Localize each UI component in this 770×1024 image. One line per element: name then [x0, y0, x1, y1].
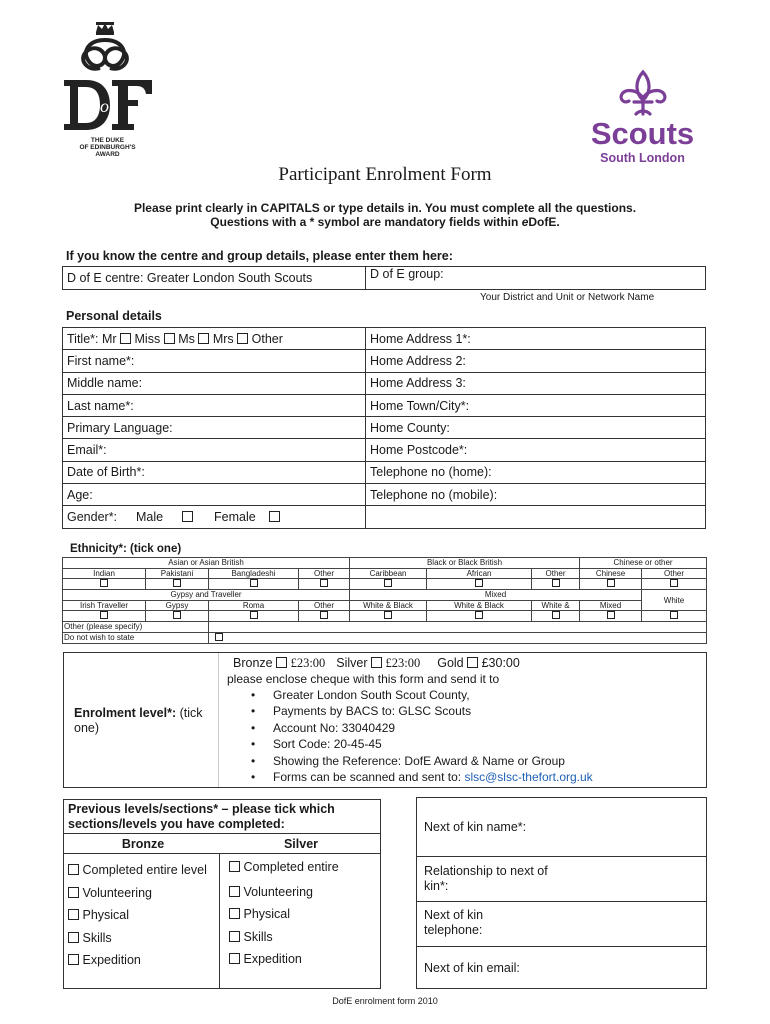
enrolment-label-suffix: (tick one) — [74, 706, 203, 735]
form-title: Participant Enrolment Form — [278, 164, 492, 185]
eth-cell — [427, 579, 532, 590]
title-mrs-label: Mrs — [212, 331, 234, 346]
kin-name-label: Next of kin name*: — [424, 820, 527, 834]
eth-caribbean-checkbox[interactable] — [384, 579, 392, 587]
bronze-price: £23:00 — [290, 656, 326, 670]
eth-chinese-other-checkbox[interactable] — [670, 579, 678, 587]
eth-group-mixed: Mixed — [350, 590, 642, 601]
eth-cell — [427, 611, 532, 622]
bullet-text: Showing the Reference: DofE Award & Name or Group — [273, 753, 565, 768]
eth-cell — [350, 579, 427, 590]
eth-chinese-checkbox[interactable] — [607, 579, 615, 587]
eth-mixed-checkbox[interactable] — [607, 611, 615, 619]
eth-gypsy-label: Gypsy — [146, 600, 209, 611]
enrolment-box — [63, 652, 707, 788]
home-address-2-field[interactable] — [366, 350, 706, 372]
silver-skills-checkbox[interactable] — [229, 931, 240, 942]
enrolment-label — [74, 706, 214, 736]
bullet-item: • Account No: 33040429 — [251, 720, 396, 735]
date-of-birth-field[interactable] — [63, 461, 366, 483]
previous-item-label: Volunteering — [243, 884, 313, 899]
instructions-line-2-post: DofE. — [528, 215, 560, 229]
footer-text: DofE enrolment form 2010 — [332, 996, 438, 1006]
first-name-label: First name*: — [67, 353, 135, 368]
previous-silver-heading: Silver — [283, 837, 319, 851]
silver-checkbox[interactable] — [371, 657, 382, 668]
previous-divider — [64, 833, 380, 834]
previous-item — [68, 904, 207, 927]
eth-no-state-cell — [209, 632, 707, 643]
previous-item — [229, 926, 339, 949]
telephone-home-field[interactable] — [366, 461, 706, 483]
personal-table — [62, 327, 706, 529]
eth-caribbean-label: Caribbean — [350, 568, 427, 579]
eth-white-and-checkbox[interactable] — [552, 611, 560, 619]
eth-cell — [299, 611, 350, 622]
kin-box — [416, 797, 707, 989]
eth-cell — [209, 611, 299, 622]
bullet-item: • Showing the Reference: DofE Award & Name or Group — [251, 753, 565, 768]
last-name-field[interactable] — [63, 394, 366, 416]
eth-black-other-label: Other — [532, 568, 580, 579]
title-ms-label: Ms — [178, 331, 195, 346]
middle-name-label: Middle name: — [67, 376, 143, 391]
kin-telephone-label: Next of kin telephone: — [424, 908, 484, 937]
gender-empty-cell — [366, 506, 706, 528]
previous-heading: Previous levels/sections* – please tick which sections/levels you have completed: — [68, 802, 335, 831]
bronze-completed-checkbox[interactable] — [68, 864, 79, 875]
personal-heading: Personal details — [66, 309, 162, 323]
email-label: Email*: — [67, 443, 107, 458]
instructions-line-2 — [0, 215, 770, 229]
home-address-1-field[interactable] — [366, 328, 706, 350]
enrolment-label-main: Enrolment level*: — [74, 706, 177, 720]
bronze-checkbox[interactable] — [276, 657, 287, 668]
telephone-mobile-label: Telephone no (mobile): — [370, 487, 498, 502]
eth-roma-checkbox[interactable] — [250, 611, 258, 619]
eth-group-black: Black or Black British — [350, 558, 580, 569]
dofe-logo — [60, 20, 155, 160]
previous-item-label: Volunteering — [82, 885, 152, 900]
eth-pakistani-label: Pakistani — [146, 568, 209, 579]
eth-no-state-checkbox[interactable] — [215, 633, 223, 641]
eth-white-black-1-checkbox[interactable] — [384, 611, 392, 619]
scouts-name: Scouts — [590, 116, 695, 151]
silver-price: £23:00 — [385, 656, 421, 670]
scouts-region: South London — [600, 151, 685, 165]
eth-white-black-1-label: White & Black — [350, 600, 427, 611]
enrolment-enclose: please enclose cheque with this form and send it to — [227, 672, 500, 686]
eth-bangladeshi-checkbox[interactable] — [250, 579, 258, 587]
eth-mixed-label: Mixed — [580, 600, 642, 611]
enrolment-bullets — [251, 687, 593, 785]
previous-item — [229, 948, 339, 971]
previous-silver-list — [229, 856, 339, 971]
gender-male-checkbox[interactable] — [182, 511, 193, 522]
silver-volunteering-checkbox[interactable] — [229, 886, 240, 897]
eth-white-black-2-label: White & Black — [427, 600, 532, 611]
title-ms-checkbox[interactable] — [198, 333, 209, 344]
first-name-field[interactable] — [63, 350, 366, 372]
bullet-item: • Sort Code: 20-45-45 — [251, 737, 382, 752]
eth-other-specify-label: Other (please specify) — [63, 622, 209, 633]
telephone-mobile-field[interactable] — [366, 484, 706, 506]
age-field[interactable] — [63, 484, 366, 506]
title-miss-checkbox[interactable] — [164, 333, 175, 344]
title-miss-label: Miss — [134, 331, 161, 346]
eth-cell — [63, 579, 146, 590]
title-field — [63, 328, 366, 350]
previous-item — [229, 903, 339, 926]
centre-label: D of E centre: Greater London South Scouts — [67, 271, 313, 285]
email-field[interactable] — [63, 439, 366, 461]
eth-gypsy-other-checkbox[interactable] — [320, 611, 328, 619]
fleur-de-lis-icon — [612, 68, 674, 118]
previous-item-label: Completed entire level — [82, 863, 207, 877]
enrolment-options — [233, 656, 520, 671]
eth-group-gypsy: Gypsy and Traveller — [63, 590, 350, 601]
home-county-field[interactable] — [366, 417, 706, 439]
home-postcode-field[interactable] — [366, 439, 706, 461]
eth-group-asian: Asian or Asian British — [63, 558, 350, 569]
eth-cell — [532, 611, 580, 622]
previous-item — [68, 859, 207, 882]
title-other-label: Other — [251, 331, 283, 346]
home-county-label: Home County: — [370, 420, 450, 435]
eth-white-label: White — [642, 590, 707, 611]
eth-african-label: African — [427, 568, 532, 579]
previous-item-label: Physical — [82, 908, 130, 922]
bronze-expedition-checkbox[interactable] — [68, 954, 79, 965]
home-address-3-label: Home Address 3: — [370, 376, 466, 391]
gender-label: Gender*: — [67, 510, 118, 525]
previous-item-label: Expedition — [82, 953, 141, 967]
eth-cell — [63, 611, 146, 622]
eth-cell — [642, 579, 707, 590]
bronze-volunteering-checkbox[interactable] — [68, 887, 79, 898]
eth-gypsy-checkbox[interactable] — [173, 611, 181, 619]
group-field[interactable] — [366, 267, 706, 290]
eth-gypsy-other-label: Other — [299, 600, 350, 611]
eth-white-checkbox[interactable] — [670, 611, 678, 619]
gender-female-label: Female — [214, 510, 256, 525]
centre-field[interactable] — [63, 267, 366, 290]
eth-cell — [350, 611, 427, 622]
eth-cell — [299, 579, 350, 590]
last-name-label: Last name*: — [67, 398, 134, 413]
ethnicity-heading: Ethnicity*: (tick one) — [70, 543, 182, 555]
home-town-label: Home Town/City*: — [370, 398, 470, 413]
kin-relationship-label: Relationship to next of kin*: — [424, 864, 548, 893]
svg-text:of: of — [100, 96, 115, 116]
eth-cell — [146, 579, 209, 590]
home-address-1-label: Home Address 1*: — [370, 331, 471, 346]
eth-cell — [209, 579, 299, 590]
gold-checkbox[interactable] — [467, 657, 478, 668]
age-label: Age: — [67, 487, 93, 502]
kin-email-label: Next of kin email: — [424, 961, 520, 975]
scouts-logo — [585, 68, 700, 168]
eth-african-checkbox[interactable] — [475, 579, 483, 587]
previous-item-label: Skills — [82, 930, 112, 945]
previous-item-label: Physical — [243, 907, 291, 921]
previous-item-label: Expedition — [243, 952, 302, 966]
eth-cell — [580, 611, 642, 622]
previous-bronze-list — [68, 859, 207, 972]
instructions-line-2-pre: Questions with a * symbol are mandatory fields within — [210, 215, 522, 229]
eth-indian-label: Indian — [63, 568, 146, 579]
telephone-home-label: Telephone no (home): — [370, 465, 492, 480]
previous-item — [68, 927, 207, 950]
instructions-line-2-e: e — [521, 215, 529, 229]
eth-cell — [642, 611, 707, 622]
eth-other-specify-field[interactable] — [209, 622, 707, 633]
eth-asian-other-label: Other — [299, 568, 350, 579]
eth-no-state-label: Do not wish to state — [63, 632, 209, 643]
eth-cell — [580, 579, 642, 590]
centre-table — [62, 266, 706, 290]
gold-price: £30:00 — [481, 656, 520, 670]
title-mr-checkbox[interactable] — [120, 333, 131, 344]
eth-chinese-other-label: Other — [642, 568, 707, 579]
instructions-line-1: Please print clearly in CAPITALS or type details in. You must complete all the questions. — [133, 201, 637, 215]
previous-item — [68, 949, 207, 972]
gender-male-label: Male — [136, 510, 164, 525]
bronze-physical-checkbox[interactable] — [68, 909, 79, 920]
dofe-line-3: AWARD — [95, 151, 120, 158]
eth-pakistani-checkbox[interactable] — [173, 579, 181, 587]
title-label: Title*: Mr — [67, 331, 117, 346]
bullet-item: • Forms can be scanned and sent to: slsc@slsc-thefort.org.uk — [251, 770, 593, 785]
gold-label: Gold — [437, 656, 464, 670]
silver-expedition-checkbox[interactable] — [229, 953, 240, 964]
centre-heading: If you know the centre and group details, please enter them here: — [66, 249, 453, 263]
silver-physical-checkbox[interactable] — [229, 908, 240, 919]
eth-chinese-label: Chinese — [580, 568, 642, 579]
dofe-emblem-icon — [60, 20, 155, 132]
bullet-item: • Greater London South Scout County, — [251, 688, 470, 702]
bullet-text: Account No: 33040429 — [273, 720, 396, 735]
bronze-label: Bronze — [233, 656, 273, 670]
silver-completed-checkbox[interactable] — [229, 861, 240, 872]
eth-white-and-label: White & — [532, 600, 580, 611]
eth-irish-traveller-checkbox[interactable] — [100, 611, 108, 619]
bullet-text: Sort Code: 20-45-45 — [273, 737, 382, 752]
ethnicity-table — [62, 557, 707, 644]
silver-label: Silver — [336, 656, 368, 670]
bullet-text: Payments by BACS to: GLSC Scouts — [273, 704, 472, 719]
eth-roma-label: Roma — [209, 600, 299, 611]
scan-text: Forms can be scanned and sent to: — [273, 770, 465, 785]
group-label: D of E group: — [370, 267, 444, 281]
eth-indian-checkbox[interactable] — [100, 579, 108, 587]
previous-col-divider — [219, 853, 220, 988]
eth-irish-traveller-label: Irish Traveller — [63, 600, 146, 611]
eth-asian-other-checkbox[interactable] — [320, 579, 328, 587]
eth-black-other-checkbox[interactable] — [552, 579, 560, 587]
eth-white-black-2-checkbox[interactable] — [475, 611, 483, 619]
primary-language-field[interactable] — [63, 417, 366, 439]
previous-item — [229, 881, 339, 904]
previous-box — [63, 799, 381, 989]
home-address-3-field[interactable] — [366, 372, 706, 394]
bullet-text: Greater London South Scout County, — [273, 688, 470, 702]
gender-field — [63, 506, 366, 528]
home-postcode-label: Home Postcode*: — [370, 443, 468, 458]
dofe-line-2: OF EDINBURGH'S — [79, 144, 136, 151]
contact-email-link[interactable]: slsc@slsc-thefort.org.uk — [464, 770, 593, 785]
previous-item-label: Completed entire — [243, 860, 339, 874]
gender-female-checkbox[interactable] — [269, 511, 280, 522]
previous-row-divider — [64, 853, 380, 854]
previous-item-label: Skills — [243, 929, 273, 944]
eth-cell — [146, 611, 209, 622]
bullet-item: • Payments by BACS to: GLSC Scouts — [251, 704, 472, 719]
group-hint: Your District and Unit or Network Name — [480, 292, 655, 303]
title-mrs-checkbox[interactable] — [237, 333, 248, 344]
home-address-2-label: Home Address 2: — [370, 353, 466, 368]
previous-bronze-heading: Bronze — [121, 837, 165, 851]
eth-group-chinese: Chinese or other — [580, 558, 707, 569]
date-of-birth-label: Date of Birth*: — [67, 465, 145, 480]
middle-name-field[interactable] — [63, 372, 366, 394]
primary-language-label: Primary Language: — [67, 420, 173, 435]
bronze-skills-checkbox[interactable] — [68, 932, 79, 943]
eth-cell — [532, 579, 580, 590]
previous-item — [229, 856, 339, 879]
previous-item — [68, 882, 207, 905]
eth-bangladeshi-label: Bangladeshi — [209, 568, 299, 579]
home-town-field[interactable] — [366, 394, 706, 416]
dofe-line-1: THE DUKE — [90, 137, 125, 144]
